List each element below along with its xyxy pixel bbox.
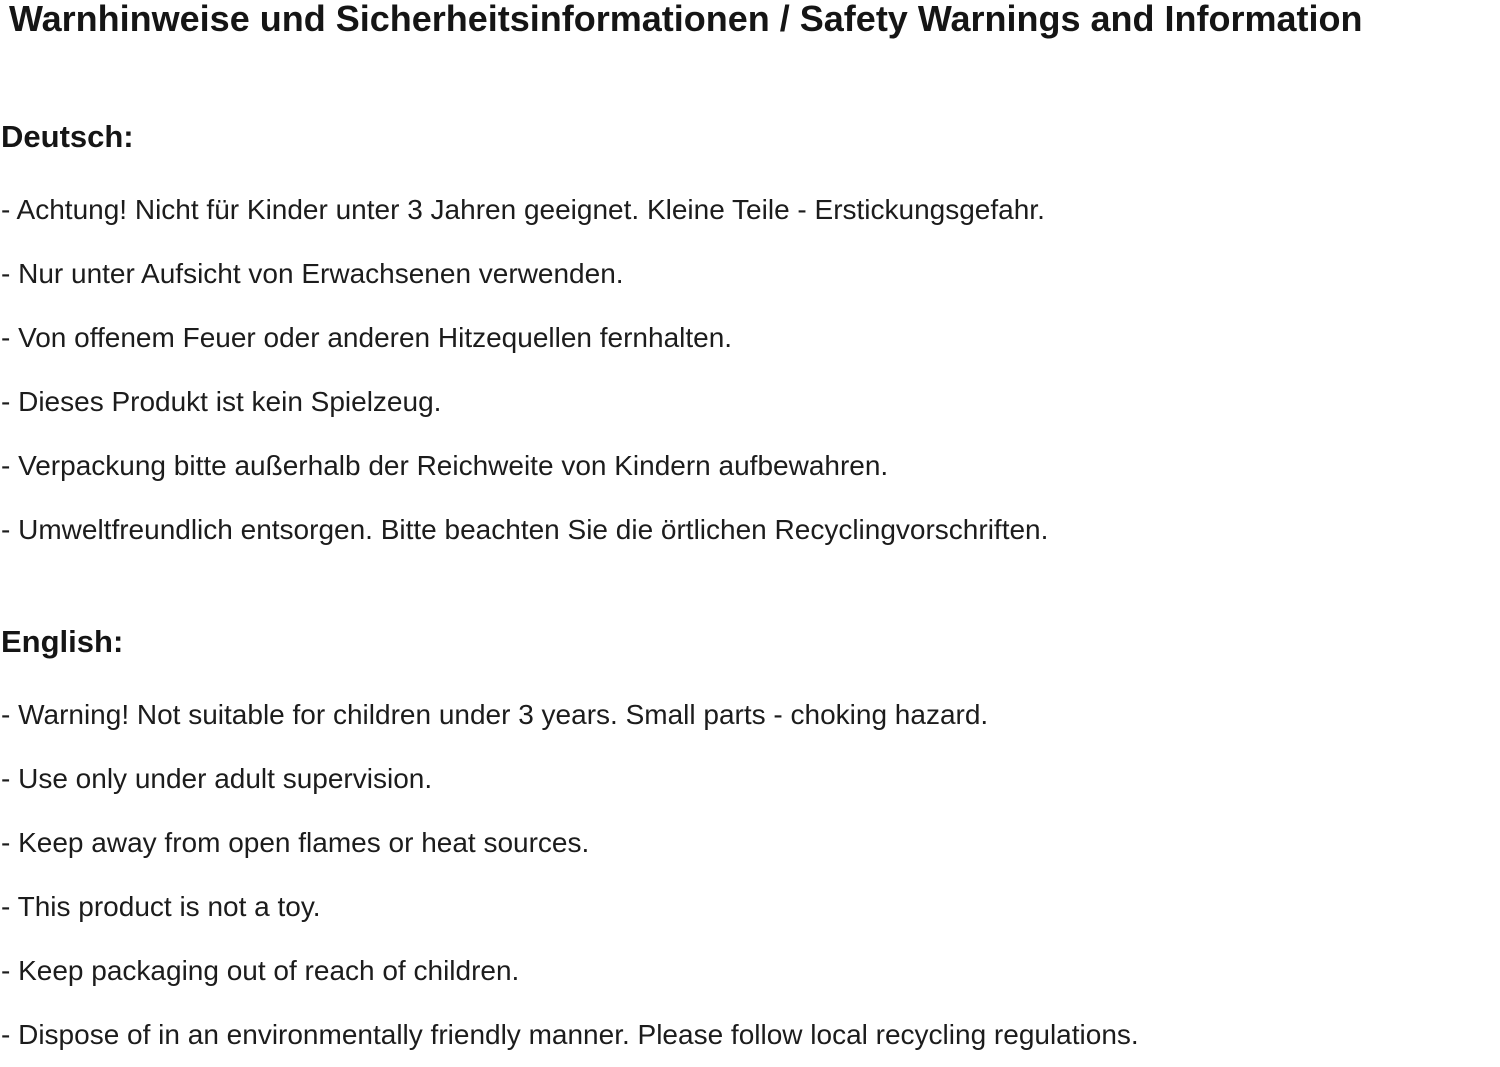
warning-list-english [1, 683, 1139, 1067]
page-title: Warnhinweise und Sicherheitsinformationen / Safety Warnings and Information [9, 0, 1363, 39]
warning-item: - Von offenem Feuer oder anderen Hitzequellen fernhalten. [1, 322, 733, 353]
warning-item: - Keep packaging out of reach of children. [1, 955, 520, 986]
section-heading-english: English: [1, 624, 124, 659]
warning-item: - This product is not a toy. [1, 891, 321, 922]
warning-item: - Use only under adult supervision. [1, 763, 433, 794]
warning-item: - Dispose of in an environmentally friendly manner. Please follow local recycling regulations. [1, 1019, 1139, 1050]
warning-item: - Nur unter Aufsicht von Erwachsenen verwenden. [1, 258, 624, 289]
section-heading-deutsch: Deutsch: [1, 119, 134, 154]
warning-item: - Keep away from open flames or heat sources. [1, 827, 590, 858]
warning-item: - Verpackung bitte außerhalb der Reichweite von Kindern aufbewahren. [1, 450, 889, 481]
warning-item: - Warning! Not suitable for children under 3 years. Small parts - choking hazard. [1, 699, 989, 730]
warning-list-deutsch [1, 178, 1048, 562]
warning-item: - Achtung! Nicht für Kinder unter 3 Jahren geeignet. Kleine Teile - Erstickungsgefahr. [1, 194, 1045, 225]
warning-item: - Dieses Produkt ist kein Spielzeug. [1, 386, 442, 417]
warning-item: - Umweltfreundlich entsorgen. Bitte beachten Sie die örtlichen Recyclingvorschriften. [1, 514, 1049, 545]
